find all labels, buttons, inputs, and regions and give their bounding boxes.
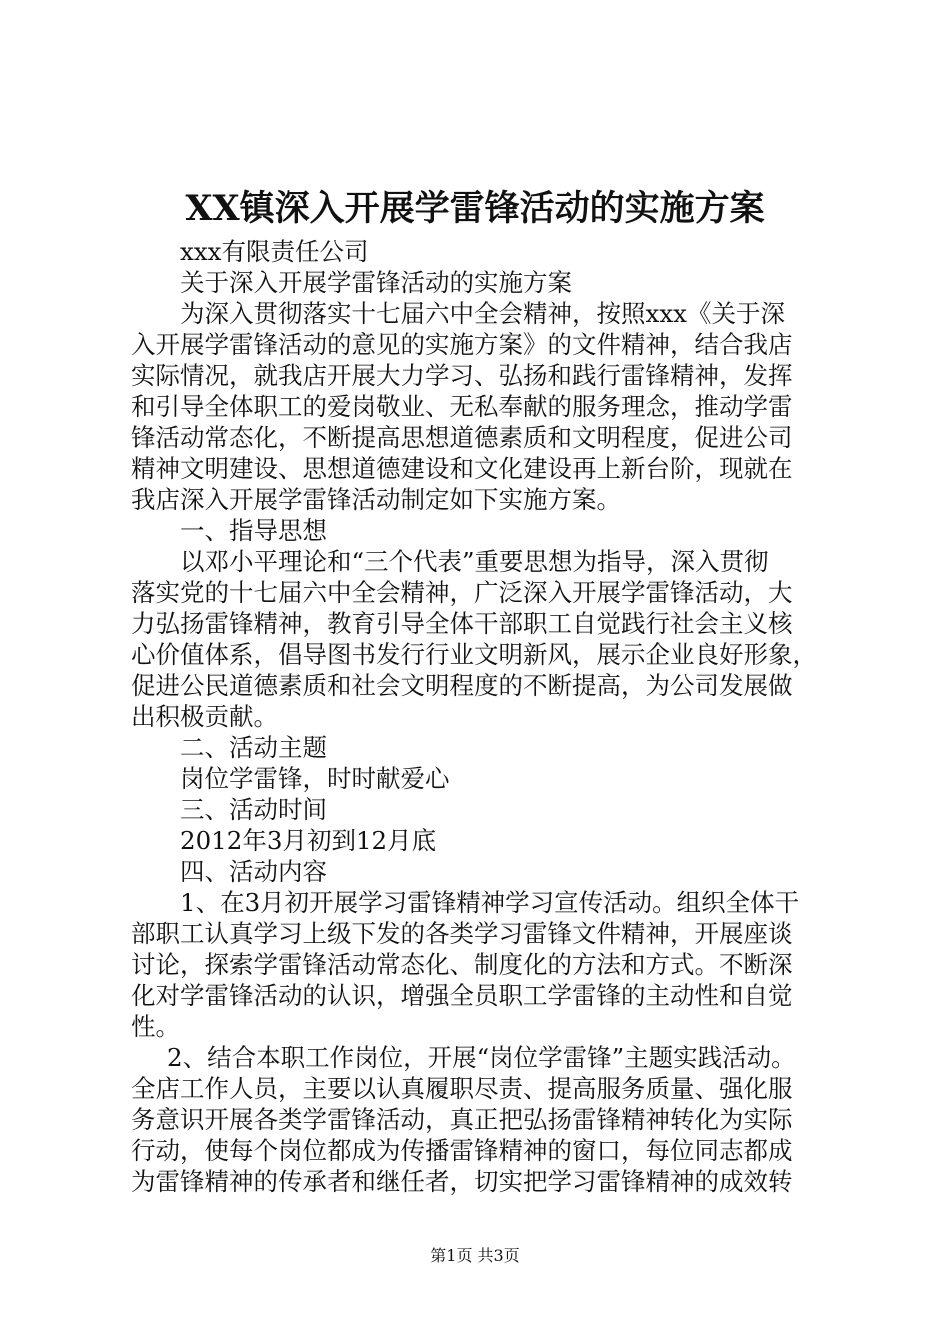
paragraph-line: 出积极贡献。: [131, 702, 278, 731]
paragraph-line: 锋活动常态化，不断提高思想道德素质和文明程度，促进公司: [131, 423, 793, 452]
activity-time: 2012年3月初到12月底: [180, 826, 437, 855]
paragraph-line: 性。: [131, 1012, 180, 1041]
paragraph-line: 全店工作人员，主要以认真履职尽责、提高服务质量、强化服: [131, 1074, 793, 1103]
paragraph-line: 2、结合本职工作岗位，开展“岗位学雷锋”主题实践活动。: [167, 1043, 796, 1072]
paragraph-line: 精神文明建设、思想道德建设和文化建设再上新台阶，现就在: [131, 454, 793, 483]
guiding-thought-paragraph: [131, 546, 851, 732]
content-item-1: [131, 887, 851, 1042]
paragraph-line: 行动，使每个岗位都成为传播雷锋精神的窗口，每位同志都成: [131, 1136, 793, 1165]
paragraph-line: 讨论，探索学雷锋活动常态化、制度化的方法和方式。不断深: [131, 950, 793, 979]
paragraph-line: 我店深入开展学雷锋活动制定如下实施方案。: [131, 485, 621, 514]
paragraph-line: 实际情况，就我店开展大力学习、弘扬和践行雷锋精神，发挥: [131, 361, 793, 390]
paragraph-line: 以邓小平理论和“三个代表”重要思想为指导，深入贯彻: [180, 547, 769, 576]
page-footer: 第1页 共3页: [430, 1246, 520, 1265]
paragraph-line: 落实党的十七届六中全会精神，广泛深入开展学雷锋活动，大: [131, 578, 793, 607]
company-line: xxx有限责任公司: [180, 237, 369, 266]
section-heading: 二、活动主题: [180, 733, 327, 762]
activity-theme: 岗位学雷锋，时时献爱心: [180, 764, 450, 793]
paragraph-line: 促进公民道德素质和社会文明程度的不断提高，为公司发展做: [131, 671, 793, 700]
paragraph-line: 务意识开展各类学雷锋活动，真正把弘扬雷锋精神转化为实际: [131, 1105, 793, 1134]
paragraph-line: 部职工认真学习上级下发的各类学习雷锋文件精神，开展座谈: [131, 919, 793, 948]
section-heading: 一、指导思想: [180, 516, 327, 545]
paragraph-line: 和引导全体职工的爱岗敬业、无私奉献的服务理念，推动学雷: [131, 392, 793, 421]
paragraph-line: 为深入贯彻落实十七届六中全会精神，按照xxx《关于深: [180, 299, 785, 328]
document-body: [131, 236, 851, 1197]
content-item-2: [131, 1042, 851, 1197]
subtitle-line: 关于深入开展学雷锋活动的实施方案: [180, 268, 572, 297]
paragraph-line: 化对学雷锋活动的认识，增强全员职工学雷锋的主动性和自觉: [131, 981, 793, 1010]
paragraph-line: 心价值体系，倡导图书发行行业文明新风，展示企业良好形象，: [131, 640, 817, 669]
section-heading: 四、活动内容: [180, 857, 327, 886]
document-title: XX镇深入开展学雷锋活动的实施方案: [185, 188, 765, 229]
paragraph-line: 为雷锋精神的传承者和继任者，切实把学习雷锋精神的成效转: [131, 1167, 793, 1196]
paragraph-line: 入开展学雷锋活动的意见的实施方案》的文件精神，结合我店: [131, 330, 793, 359]
section-heading: 三、活动时间: [180, 795, 327, 824]
paragraph-line: 力弘扬雷锋精神，教育引导全体干部职工自觉践行社会主义核: [131, 609, 793, 638]
intro-paragraph: [131, 298, 851, 515]
paragraph-line: 1、在3月初开展学习雷锋精神学习宣传活动。组织全体干: [180, 888, 800, 917]
